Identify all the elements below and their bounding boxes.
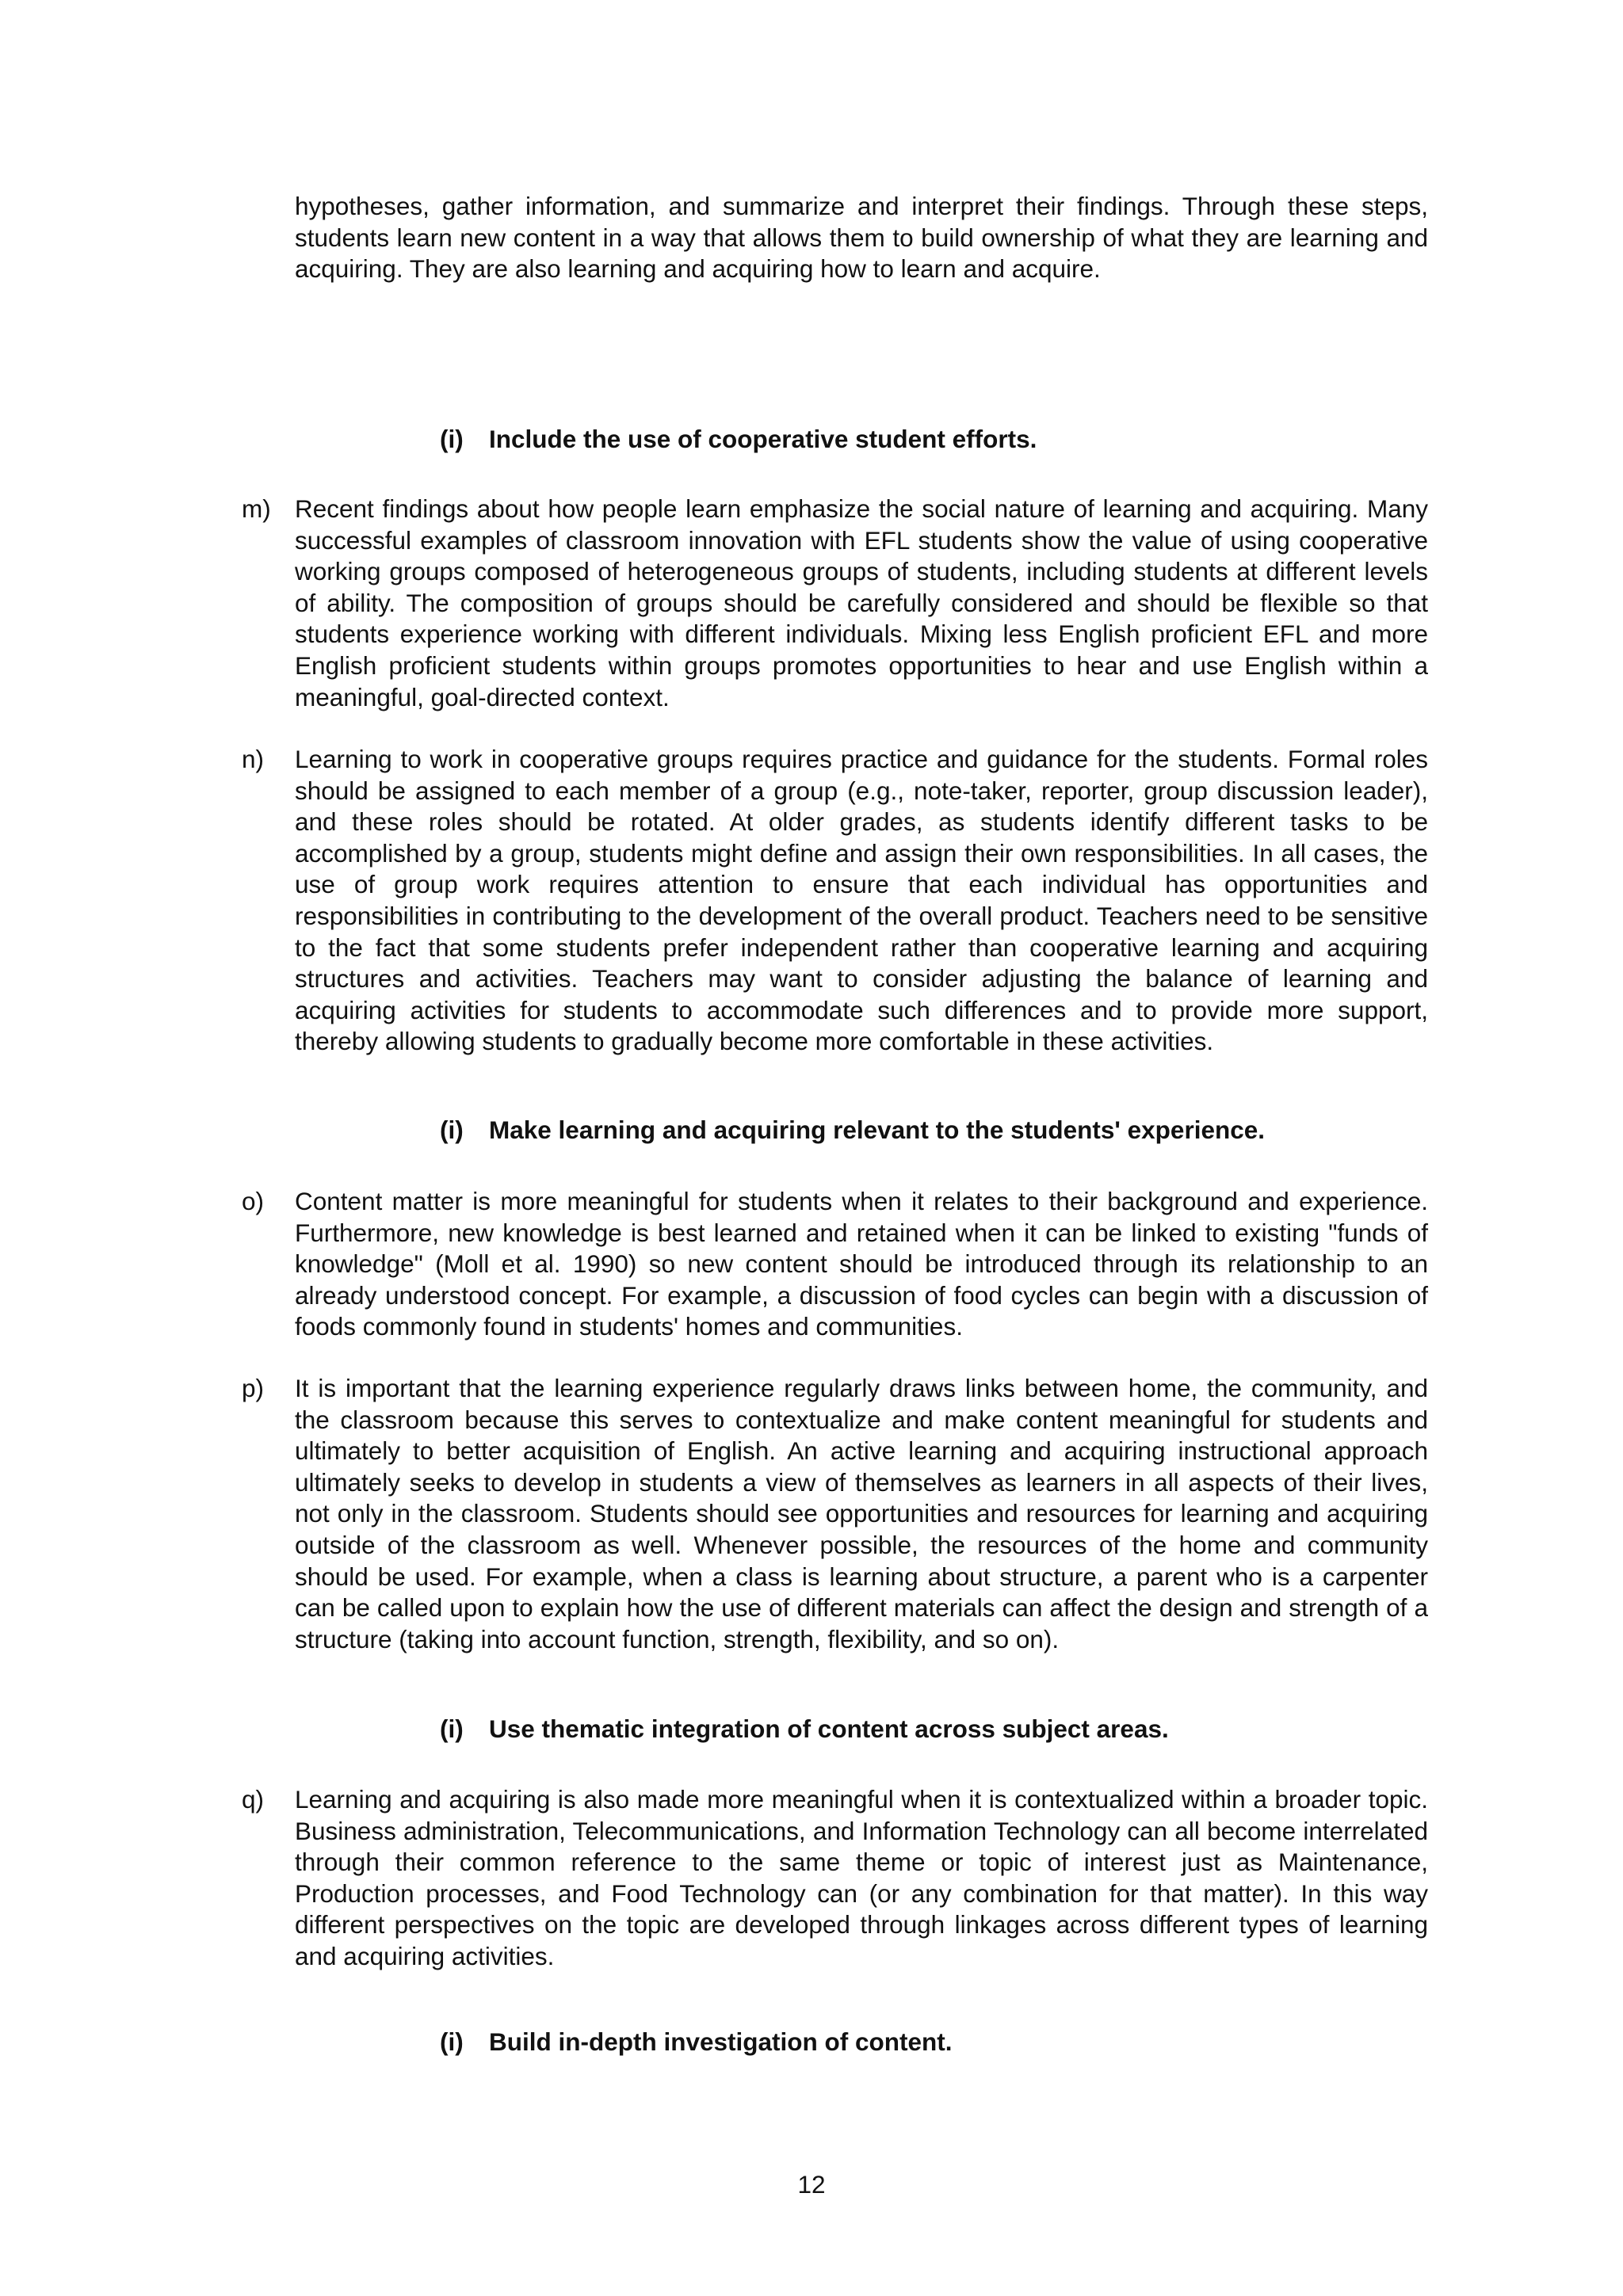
section-heading-title: Include the use of cooperative student efforts. [489,425,1037,453]
list-item-label: q) [242,1785,265,1814]
section-heading-number: (i) [440,2027,464,2056]
list-item-text: Learning to work in cooperative groups requires practice and guidance for the students. Formal roles should be assigned to each member of a group (e.g., note-taker, reporter, group discussion leader), and these roles should be rotated. At older grades, as students identify different tasks to be accomplished by a group, students might define and assign their own responsibilities. In all cases, the use of group work requires attention to ensure that each individual has opportunities and responsibilities in contributing to the development of the overall product. Teachers need to be sensitive to the fact that some students prefer independent rather than cooperative learning and acquiring structures and activities. Teachers may want to consider adjusting the balance of learning and acquiring activities for students to accommodate such differences and to provide more support, thereby allowing students to gradually become more comfortable in these activities. [295,745,1428,1056]
section-heading-number: (i) [440,1116,464,1144]
section-heading-number: (i) [440,1714,464,1743]
list-item-label: p) [242,1374,265,1402]
list-item-m [242,494,1428,713]
list-item-p [242,1373,1428,1655]
list-item-text: Recent findings about how people learn emphasize the social nature of learning and acquiring. Many successful examples of classroom innovation with EFL students show the value of using cooperative working groups composed of heterogeneous groups of students, including students at different levels of ability. The composition of groups should be carefully considered and should be flexible so that students experience working with different individuals. Mixing less English proficient EFL and more English proficient students within groups promotes opportunities to hear and use English within a meaningful, goal-directed context. [295,494,1428,711]
list-item-n [242,744,1428,1058]
section-heading-investigation [440,2027,952,2058]
list-item-text: It is important that the learning experience regularly draws links between home, the community, and the classroom because this serves to contextualize and make content meaningful for students and ultimately to better acquisition of English. An active learning and acquiring instructional approach ultimately seeks to develop in students a view of themselves as learners in all aspects of their lives, not only in the classroom. Students should see opportunities and resources for learning and acquiring outside of the classroom as well. Whenever possible, the resources of the home and community should be used. For example, when a class is learning about structure, a parent who is a carpenter can be called upon to explain how the use of different materials can affect the design and strength of a structure (taking into account function, strength, flexibility, and so on). [295,1374,1428,1653]
list-item-o [242,1186,1428,1343]
section-heading-thematic [440,1714,1169,1745]
section-heading-cooperative [440,424,1037,456]
list-item-label: o) [242,1187,265,1215]
list-item-text: Learning and acquiring is also made more meaningful when it is contextualized within a broader topic. Business administration, Telecommunications, and Information Technology can all become interrelated through their common reference to the same theme or topic of interest just as Maintenance, Production processes, and Food Technology can (or any combination for that matter). In this way different perspectives on the topic are developed through linkages across different types of learning and acquiring activities. [295,1785,1428,1970]
section-heading-number: (i) [440,425,464,453]
section-heading-title: Build in-depth investigation of content. [489,2027,953,2056]
list-item-q [242,1784,1428,1973]
intro-paragraph: hypotheses, gather information, and summarize and interpret their findings. Through these steps, students learn new content in a way that allows them to build ownership of what they are learning and acquiring. They are also learning and acquiring how to learn and acquire. [295,192,1428,284]
section-heading-relevant [440,1115,1265,1146]
list-item-text: Content matter is more meaningful for students when it relates to their background and experience. Furthermore, new knowledge is best learned and retained when it can be linked to existing "funds of knowledge" (Moll et al. 1990) so new content should be introduced through its relationship to an already understood concept. For example, a discussion of food cycles can begin with a discussion of foods commonly found in students' homes and communities. [295,1187,1428,1341]
list-item-label: n) [242,745,265,773]
page-number: 12 [797,2170,826,2199]
section-heading-title: Make learning and acquiring relevant to the students' experience. [489,1116,1266,1144]
list-item-label: m) [242,494,271,523]
section-heading-title: Use thematic integration of content across subject areas. [489,1714,1169,1743]
